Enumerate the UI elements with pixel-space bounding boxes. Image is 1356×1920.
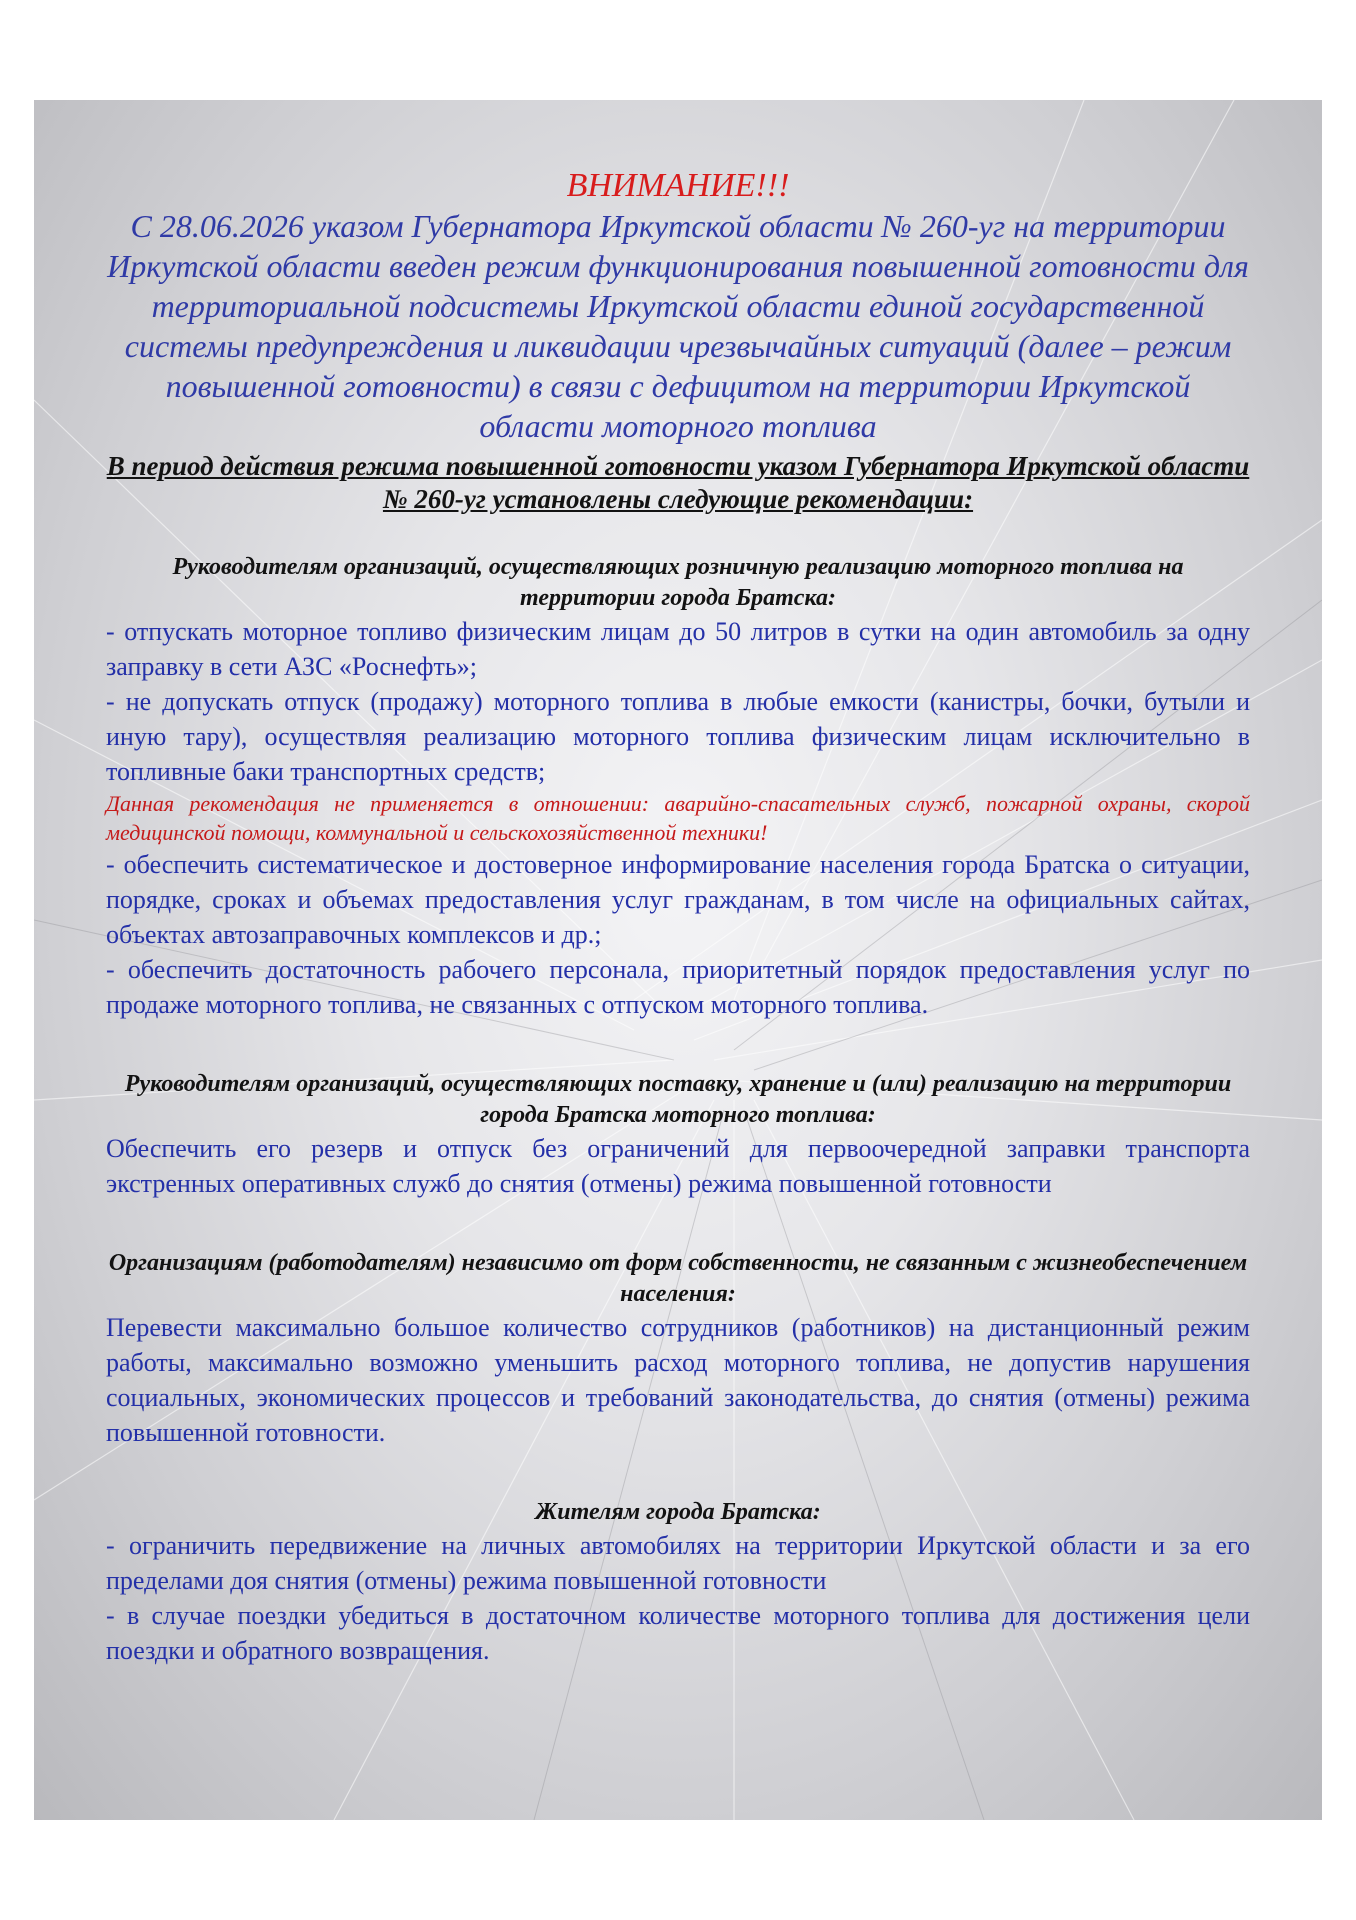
section-item: - ограничить передвижение на личных автомобилях на территории Иркутской области и за его пределами доя снятия (отмены) режима повышенной готовности [106, 1531, 1250, 1595]
section-item: - отпускать моторное топливо физическим лицам до 50 литров в сутки на один автомобиль за одну заправку в сети АЗС «Роснефть»; [106, 617, 1250, 681]
section-heading: Жителям города Братска: [535, 1499, 821, 1525]
notice-content [106, 166, 1250, 1668]
section-residents [106, 1497, 1250, 1668]
section-item: Перевести максимально большое количество сотрудников (работников) на дистанционный режим работы, максимально возможно уменьшить расход моторного топлива, не допустив нарушения социальных, экономических процессов и требований законодательства, до снятия (отмены) режима повышенной готовности. [106, 1313, 1250, 1447]
recommendations-heading: В период действия режима повышенной готовности указом Губернатора Иркутской области № 260-уг установлены следующие рекомендации: [106, 451, 1250, 514]
section-item: - не допускать отпуск (продажу) моторного топлива в любые емкости (канистры, бочки, бутыли и иную тару), осуществляя реализацию моторного топлива физическим лицам исключительно в топливные баки транспортных средств; [106, 687, 1250, 786]
section-heading: Руководителям организаций, осуществляющих розничную реализацию моторного топлива на территории города Братска: [172, 554, 1184, 611]
section-supply-storage [106, 1069, 1250, 1201]
notice-poster [34, 100, 1322, 1820]
section-retail-fuel [106, 552, 1250, 1022]
exemption-note: Данная рекомендация не применяется в отношении: аварийно-спасательных служб, пожарной охраны, скорой медицинской помощи, коммунальной и сельскохозяйственной техники! [106, 791, 1250, 845]
section-item: - обеспечить достаточность рабочего персонала, приоритетный порядок предоставления услуг по продаже моторного топлива, не связанных с отпуском моторного топлива. [106, 955, 1250, 1019]
section-item: - в случае поездки убедиться в достаточном количестве моторного топлива для достижения цели поездки и обратного возвращения. [106, 1601, 1250, 1665]
section-item: - обеспечить систематическое и достоверное информирование населения города Братска о ситуации, порядке, сроках и объемах предоставления услуг гражданам, в том числе на официальных сайтах, объектах автозаправочных комплексов и др.; [106, 850, 1250, 949]
section-heading: Организациям (работодателям) независимо от форм собственности, не связанным с жизнеобеспечением населения: [108, 1250, 1248, 1307]
section-employers [106, 1248, 1250, 1450]
notice-title: ВНИМАНИЕ!!! [566, 167, 790, 204]
section-item: Обеспечить его резерв и отпуск без ограничений для первоочередной заправки транспорта экстренных оперативных служб до снятия (отмены) режима повышенной готовности [106, 1134, 1250, 1198]
section-heading: Руководителям организаций, осуществляющих поставку, хранение и (или) реализацию на территории города Братска моторного топлива: [124, 1071, 1232, 1128]
notice-intro: С 28.06.2026 указом Губернатора Иркутской области № 260-уг на территории Иркутской области введен режим функционирования повышенной готовности для территориальной подсистемы Иркутской области единой государственной системы предупреждения и ликвидации чрезвычайных ситуаций (далее – режим повышенной готовности) в связи с дефицитом на территории Иркутской области моторного топлива [107, 208, 1249, 444]
